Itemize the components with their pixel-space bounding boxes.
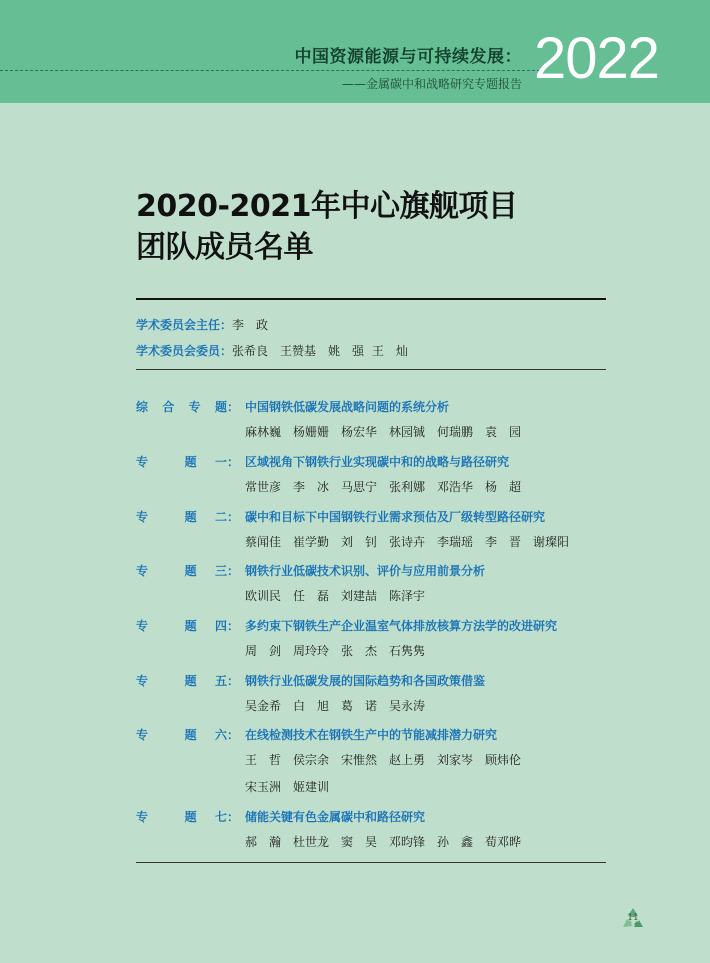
section-label-char: 专 — [136, 510, 149, 524]
section-label-char: 题 — [184, 564, 197, 578]
section-label-char: 六： — [214, 728, 239, 742]
section-title: 多约束下钢铁生产企业温室气体排放核算方法学的改进研究 — [245, 619, 558, 633]
section-label — [136, 727, 239, 743]
section-label — [136, 454, 239, 470]
section-members: 郝 瀚 杜世龙 窦 昊 邓昀锋 孙 鑫 荀邓晔 — [245, 835, 522, 849]
header-band — [0, 0, 710, 103]
header-title: 中国资源能源与可持续发展： — [294, 47, 522, 67]
committee-chair-value: 李 政 — [232, 318, 269, 332]
section-label — [136, 563, 239, 579]
section-label-char: 专 — [136, 619, 149, 633]
committee-chair-row — [136, 317, 268, 333]
committee-chair-label: 学术委员会主任： — [136, 318, 233, 332]
divider-thin-bottom — [136, 862, 606, 863]
section-label-char: 合 — [162, 400, 175, 414]
section-label-char: 三： — [214, 564, 239, 578]
section-label-char: 专 — [136, 810, 149, 824]
section-label-char: 专 — [188, 400, 201, 414]
section-members: 周 剑 周玲玲 张 杰 石隽隽 — [245, 644, 426, 658]
page-title-line-2: 团队成员名单 — [136, 230, 313, 265]
section-label-char: 专 — [136, 728, 149, 742]
committee-members-row — [136, 343, 408, 359]
section-label-char: 题 — [184, 455, 197, 469]
header-year: 2022 — [534, 26, 660, 91]
section-label-char: 题 — [184, 510, 197, 524]
header-dotted-line — [0, 70, 540, 71]
page-title-line-1: 2020-2021年中心旗舰项目 — [136, 189, 518, 224]
section-label-char: 题： — [214, 400, 239, 414]
section-label — [136, 399, 239, 415]
divider-thick — [136, 298, 606, 300]
section-label-char: 题 — [184, 674, 197, 688]
section-label-char: 一： — [214, 455, 239, 469]
page-number-badge — [619, 905, 647, 933]
section-label-char: 专 — [136, 564, 149, 578]
section-members: 常世彦 李 冰 马思宁 张利娜 邓浩华 杨 超 — [245, 480, 522, 494]
page-number: 11 — [627, 913, 639, 923]
committee-members-label: 学术委员会委员： — [136, 344, 233, 358]
section-label-char: 五： — [214, 674, 239, 688]
section-title: 储能关键有色金属碳中和路径研究 — [245, 810, 426, 824]
section-label — [136, 673, 239, 689]
section-label-char: 题 — [184, 728, 197, 742]
section-title: 区域视角下钢铁行业实现碳中和的战略与路径研究 — [245, 455, 510, 469]
section-members: 吴金希 白 旭 葛 诺 吴永涛 — [245, 699, 426, 713]
header-subtitle: ——金属碳中和战略研究专题报告 — [341, 77, 522, 91]
section-label-char: 专 — [136, 674, 149, 688]
section-label-char: 题 — [184, 619, 197, 633]
committee-members-value: 张希良 王赞基 姚 强 王 灿 — [232, 344, 408, 358]
section-label-char: 专 — [136, 455, 149, 469]
page-title — [136, 186, 517, 268]
section-title: 中国钢铁低碳发展战略问题的系统分析 — [245, 400, 450, 414]
section-label-char: 七： — [214, 810, 239, 824]
section-title: 在线检测技术在钢铁生产中的节能减排潜力研究 — [245, 728, 498, 742]
section-label — [136, 809, 239, 825]
section-members: 蔡闻佳 崔学勤 刘 钊 张诗卉 李瑞瑶 李 晋 谢璨阳 — [245, 535, 570, 549]
section-label-char: 二： — [214, 510, 239, 524]
section-title: 钢铁行业低碳技术识别、评价与应用前景分析 — [245, 564, 486, 578]
section-title: 钢铁行业低碳发展的国际趋势和各国政策借鉴 — [245, 674, 486, 688]
section-members: 王 哲 侯宗余 宋惟然 赵上勇 刘家岑 顾炜伦 — [245, 753, 522, 767]
section-title: 碳中和目标下中国钢铁行业需求预估及厂级转型路径研究 — [245, 510, 546, 524]
section-label — [136, 509, 239, 525]
section-label-char: 题 — [184, 810, 197, 824]
section-members: 欧训民 任 磊 刘建喆 陈泽宇 — [245, 589, 426, 603]
divider-thin-top — [136, 369, 606, 370]
section-members: 宋玉洲 姬建训 — [245, 780, 330, 794]
section-label-char: 四： — [214, 619, 239, 633]
section-members: 麻林巍 杨姗姗 杨宏华 林园铖 何瑞鹏 袁 园 — [245, 425, 522, 439]
section-label-char: 综 — [136, 400, 149, 414]
section-label — [136, 618, 239, 634]
